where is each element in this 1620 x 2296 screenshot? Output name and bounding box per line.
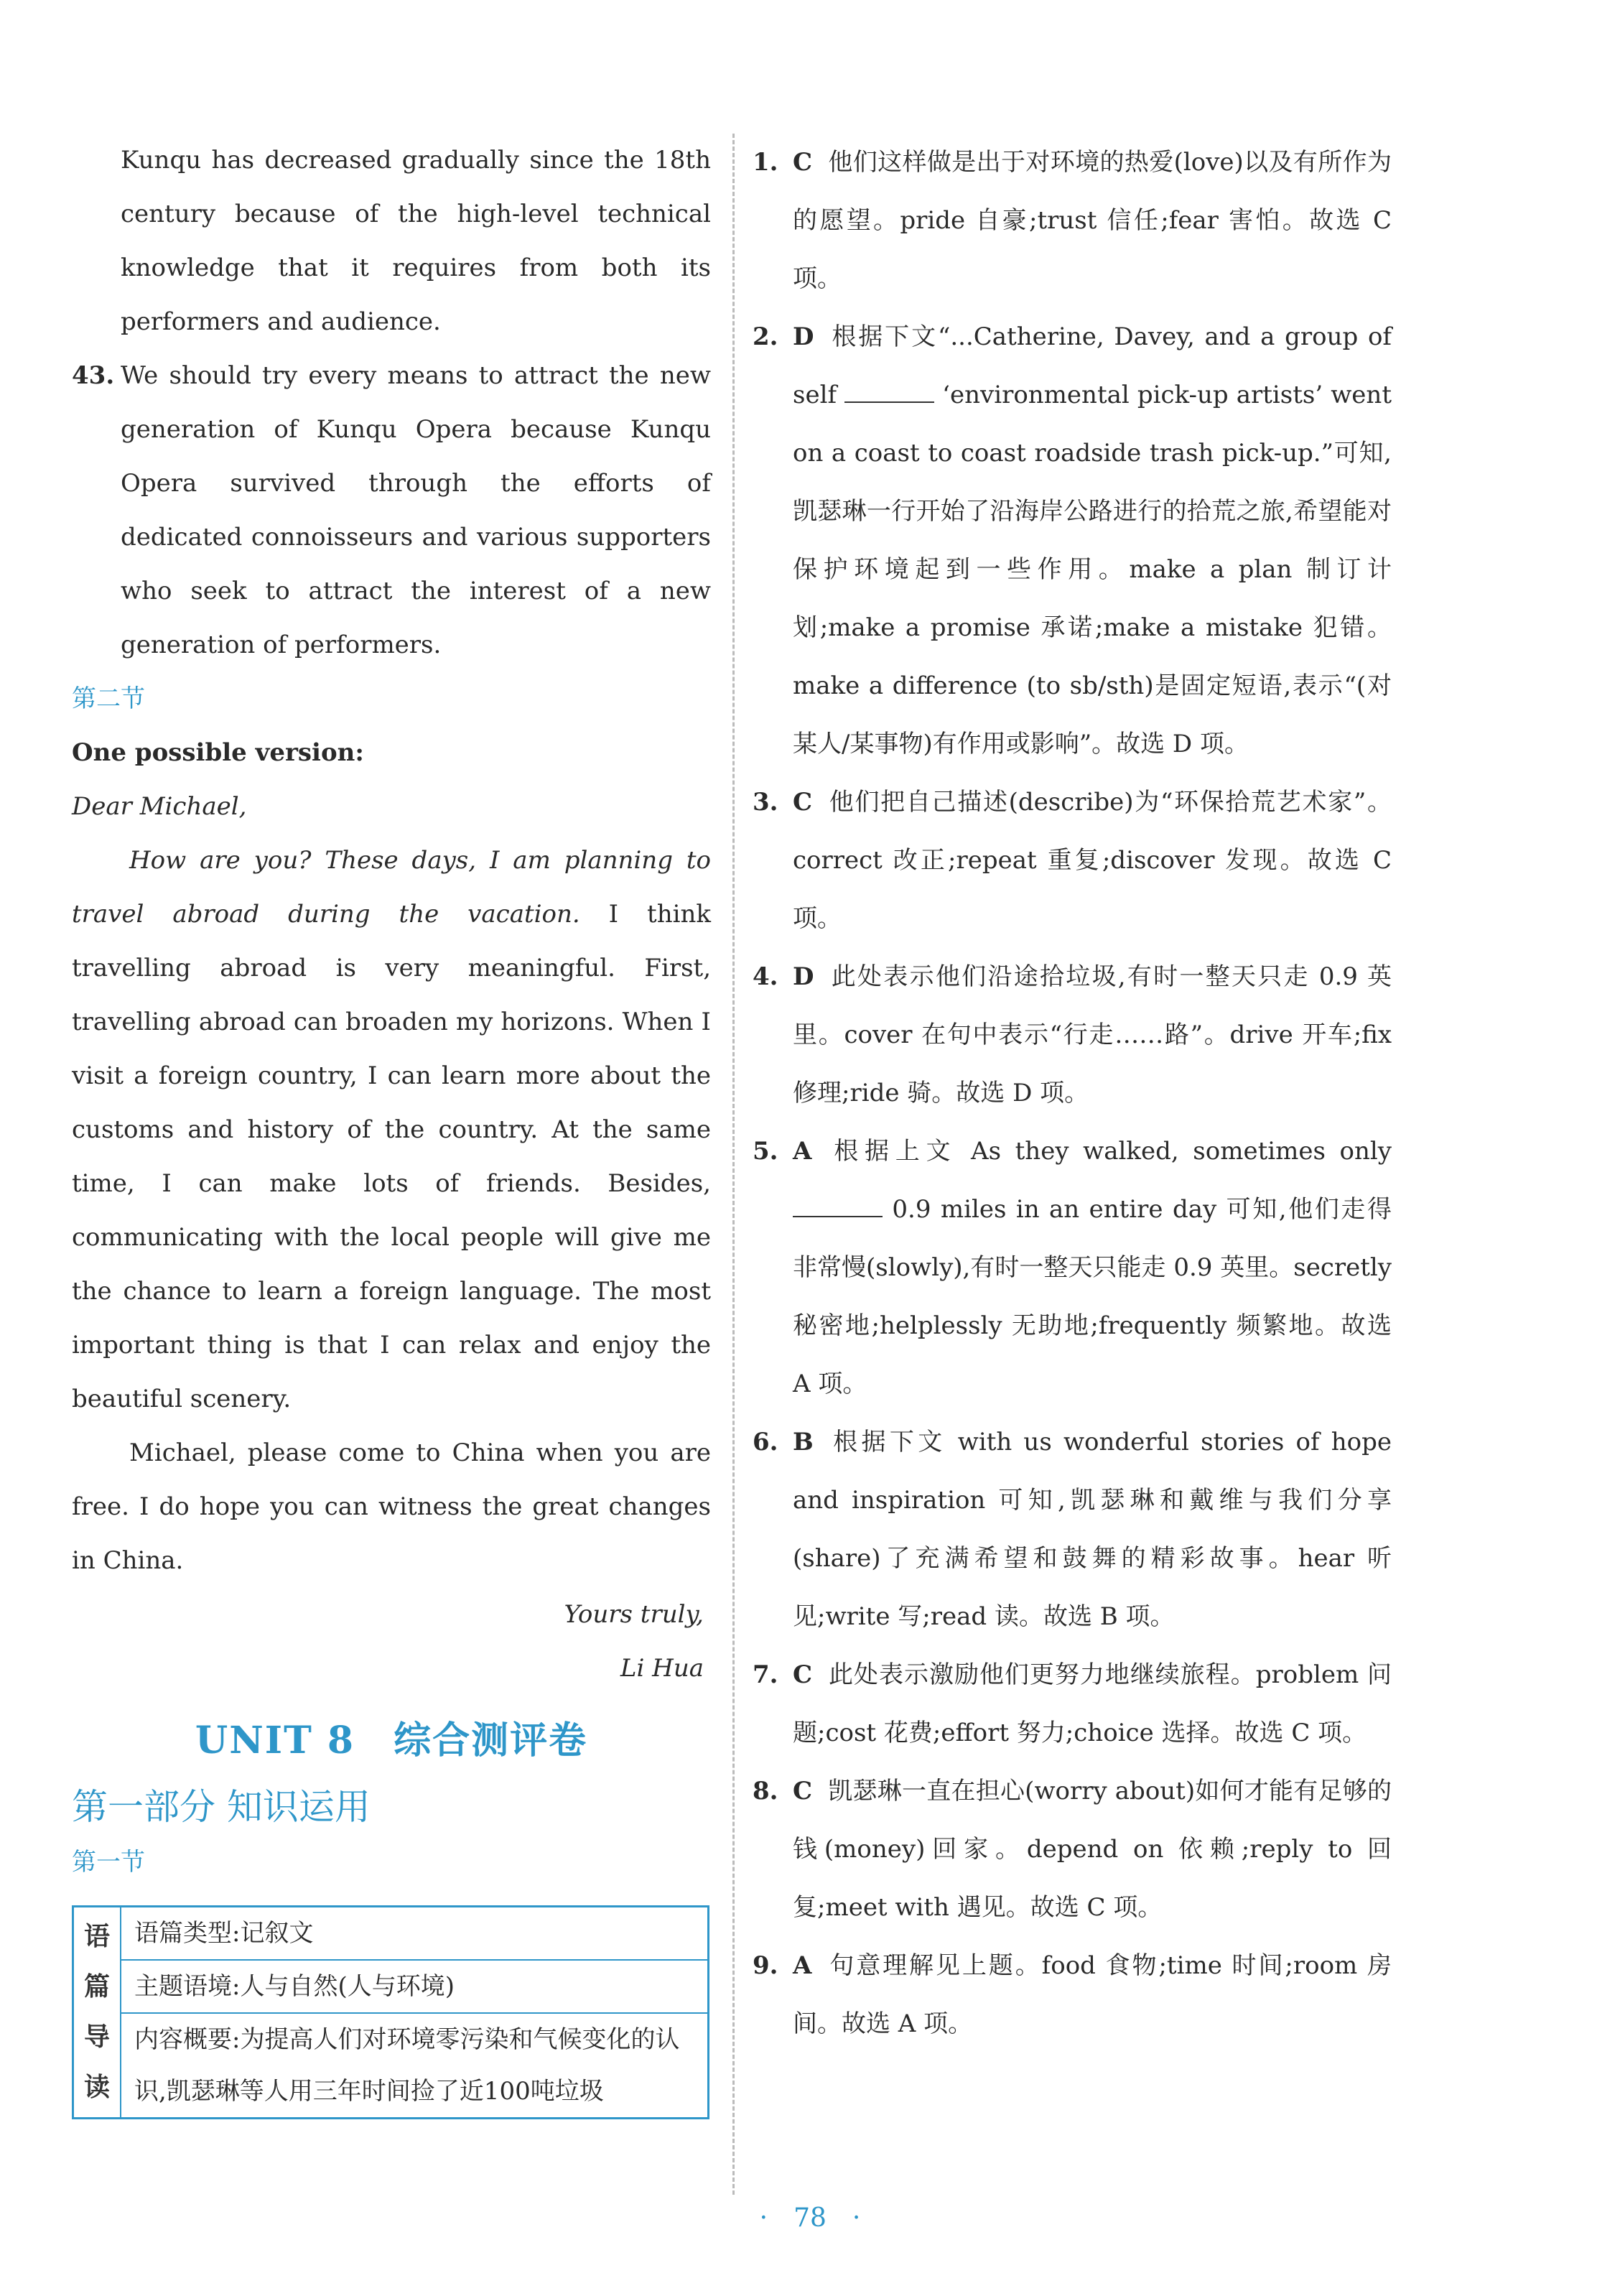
answer-item-3 [753,773,1392,948]
answer-item-8 [753,1762,1392,1937]
item-number: 2. [753,322,778,351]
page-number: · 78 · [759,2203,861,2233]
item-number: 8. [753,1777,778,1805]
left-column [72,134,711,2119]
reading-guide-label-char: 导 [83,2022,110,2052]
answer-43-text: We should try every means to attract the new generation of Kunqu Opera because Kunqu Opera survived through the efforts of dedicated connoisseurs and various supporters who seek to attract the interest of a new generation of performers. [121,361,711,659]
item-answer: C [793,788,813,817]
reading-guide-label-char: 语 [83,1922,110,1951]
item-explanation: 他们把自己描述(describe)为“环保拾荒艺术家”。correct 改正;repeat 重复;discover 发现。故选 C 项。 [793,788,1392,933]
answer-item-7 [753,1646,1392,1762]
item-answer: B [793,1428,814,1456]
item-explanation: 凯瑟琳一直在担心(worry about)如何才能有足够的钱(money)回家。depend on 依赖;reply to 回复;meet with 遇见。故选 C 项。 [793,1777,1392,1922]
letter-closing: Yours truly, [564,1600,704,1629]
letter-paragraph-1-italic: How are you? These days, I am planning to travel abroad during the vacation. [72,846,711,929]
answer-item-5 [753,1123,1392,1413]
fill-blank [793,1194,883,1217]
item-explanation: 他们这样做是出于对环境的热爱(love)以及有所作为的愿望。pride 自豪;trust 信任;fear 害怕。故选 C 项。 [793,148,1392,293]
section-heading-1: 第一节 [72,1848,145,1877]
item-explanation-part-a: 根据上文 As they walked, sometimes only [827,1137,1392,1166]
letter-paragraph-2: Michael, please come to China when you are free. I do hope you can witness the great changes in China. [72,1439,711,1575]
reading-guide-label [74,1907,121,2117]
section-heading-2: 第二节 [72,684,145,713]
text-type-row: 语篇类型:记叙文 [121,1907,707,1961]
fill-blank [844,380,934,403]
item-explanation: 根据下文 with us wonderful stories of hope and inspiration 可知,凯瑟琳和戴维与我们分享(share)了充满希望和鼓舞的精彩故事。hear 听见;write 写;read 读。故选 B 项。 [793,1428,1392,1631]
item-number: 7. [753,1660,778,1689]
letter-paragraph-1 [72,834,711,1426]
letter-salutation: Dear Michael, [72,792,247,821]
answer-item-6 [753,1413,1392,1646]
theme-context-row: 主题语境:人与自然(人与环境) [121,1961,707,2014]
item-number: 4. [753,962,778,991]
part-title: 第一部分 知识运用 [72,1786,371,1828]
right-column [753,134,1392,2053]
item-number: 1. [753,148,778,177]
reading-guide-label-char: 篇 [83,1972,110,2002]
item-explanation-part-a: 根据下文“...Catherine, Davey, and a group of self [793,322,1392,409]
letter-signature: Li Hua [620,1654,704,1683]
item-answer: D [793,962,814,991]
answer-item-4 [753,948,1392,1123]
summary-row: 内容概要:为提高人们对环境零污染和气候变化的认识,凯瑟琳等人用三年时间捡了近100吨垃圾 [134,2025,680,2106]
item-number: 5. [753,1137,778,1166]
item-number: 6. [753,1428,778,1456]
item-answer: A [793,1137,812,1166]
item-answer: C [793,1660,813,1689]
reading-guide-rows [121,1907,707,2117]
item-explanation: 此处表示激励他们更努力地继续旅程。problem 问题;cost 花费;effort 努力;choice 选择。故选 C 项。 [793,1660,1392,1747]
possible-version-heading: One possible version: [72,738,364,767]
item-explanation: 句意理解见上题。food 食物;time 时间;room 房间。故选 A 项。 [793,1951,1392,2038]
reading-guide-box [72,1905,709,2119]
item-answer: D [793,322,814,351]
answer-42-continuation: Kunqu has decreased gradually since the 18th century because of the high-level technical knowledge that it requires from both its performers and audience. [121,146,711,336]
unit-title: UNIT 8 综合测评卷 [195,1719,588,1762]
item-number: 9. [753,1951,778,1980]
item-number: 3. [753,788,778,817]
item-answer: A [793,1951,812,1980]
answer-item-1 [753,134,1392,308]
reading-guide-label-char: 读 [83,2073,110,2102]
item-explanation-part-b: 0.9 miles in an entire day 可知,他们走得非常慢(slowly),有时一整天只能走 0.9 英里。secretly 秘密地;helplessly 无助地;frequently 频繁地。故选 A 项。 [793,1195,1392,1398]
answer-item-9 [753,1937,1392,2053]
letter-paragraph-1-rest: I think travelling abroad is very meaningful. First, travelling abroad can broaden my horizons. When I visit a foreign country, I can learn more about the customs and history of the country. At the same time, I can make lots of friends. Besides, communicating with the local people will give me the chance to learn a foreign language. The most important thing is that I can relax and enjoy the beautiful scenery. [72,900,711,1413]
answer-43-number: 43. [72,361,115,390]
column-divider [732,134,735,2195]
item-explanation-part-b: ‘environmental pick-up artists’ went on a coast to coast roadside trash pick-up.”可知,凯瑟琳一行开始了沿海岸公路进行的拾荒之旅,希望能对保护环境起到一些作用。make a plan 制订计划;make a promise 承诺;make a mistake 犯错。make a difference (to sb/sth)是固定短语,表示“(对某人/某事物)有作用或影响”。故选 D 项。 [793,381,1392,758]
answer-item-2 [753,308,1392,773]
item-answer: C [793,148,813,177]
item-answer: C [793,1777,813,1805]
item-explanation: 此处表示他们沿途拾垃圾,有时一整天只走 0.9 英里。cover 在句中表示“行走……路”。drive 开车;fix 修理;ride 骑。故选 D 项。 [793,962,1392,1107]
answer-43 [72,349,711,672]
